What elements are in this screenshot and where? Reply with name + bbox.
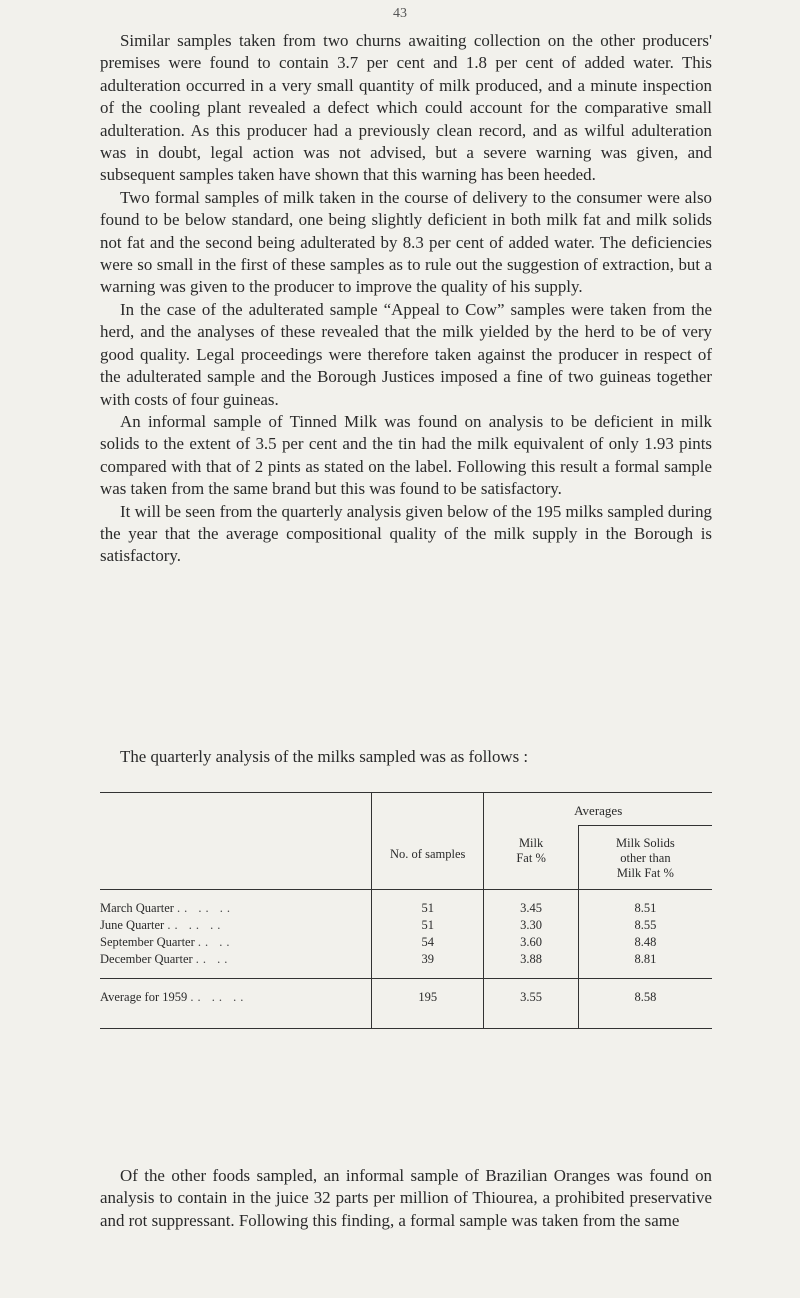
total-solids: 8.58 bbox=[578, 979, 712, 1029]
row-solids: 8.51 bbox=[578, 890, 712, 918]
paragraph: In the case of the adulterated sample “Appeal to Cow” samples were taken from the herd, and the analyses of these revealed that the milk yielded by the herd to be of very good quality. Legal proceedings were therefore taken against the producer in respect of the adulterated sample and the Borough Justices imposed a fine of two guineas together with costs of four guineas. bbox=[100, 299, 712, 409]
total-label: Average for 1959 bbox=[100, 990, 188, 1004]
table-total-row bbox=[100, 979, 712, 1029]
total-fat: 3.55 bbox=[484, 979, 578, 1029]
row-solids: 8.55 bbox=[578, 917, 712, 934]
paragraph: Similar samples taken from two churns awaiting collection on the other producers' premises were found to contain 3.7 per cent and 1.8 per cent of added water. This adulteration occurred in a very small quantity of milk produced, and a minute inspection of the cooling plant revealed a defect which could account for the comparative small adulteration. As this producer had a previously clean record, and as wilful adulteration was in doubt, legal action was not advised, but a severe warning was given, and subsequent samples taken have shown that this warning has been heeded. bbox=[100, 31, 712, 185]
row-label: September Quarter bbox=[100, 935, 195, 949]
row-samples: 51 bbox=[371, 917, 483, 934]
row-fat: 3.88 bbox=[484, 951, 578, 979]
table-row bbox=[100, 951, 712, 979]
row-fat: 3.30 bbox=[484, 917, 578, 934]
row-samples: 39 bbox=[371, 951, 483, 979]
milk-analysis-table bbox=[100, 792, 712, 1029]
table-corner bbox=[100, 793, 371, 890]
leader-dots: .. .. bbox=[195, 952, 232, 966]
row-fat: 3.45 bbox=[484, 890, 578, 918]
row-samples: 54 bbox=[371, 934, 483, 951]
leader-dots: .. .. bbox=[197, 935, 234, 949]
solids-header-line: Milk Solids bbox=[616, 836, 675, 850]
row-solids: 8.81 bbox=[578, 951, 712, 979]
table-row bbox=[100, 917, 712, 934]
table-row bbox=[100, 934, 712, 951]
samples-header bbox=[371, 793, 483, 890]
row-label: March Quarter bbox=[100, 901, 174, 915]
body-text bbox=[100, 30, 712, 568]
samples-header-text: No. of samples bbox=[390, 847, 466, 861]
leader-dots: .. .. .. bbox=[177, 901, 235, 915]
closing-text bbox=[100, 1165, 712, 1232]
fat-header bbox=[484, 826, 578, 890]
paragraph: An informal sample of Tinned Milk was found on analysis to be deficient in milk solids to the extent of 3.5 per cent and the tin had the milk equivalent of only 1.93 pints compared with that of 2 pints as stated on the label. Following this result a formal sample was taken from the same brand but this was found to be satisfactory. bbox=[100, 411, 712, 499]
leader-dots: .. .. .. bbox=[167, 918, 225, 932]
row-fat: 3.60 bbox=[484, 934, 578, 951]
paragraph: It will be seen from the quarterly analysis given below of the 195 milks sampled during the year that the average compositional quality of the milk supply in the Borough is satisfactory. bbox=[100, 501, 712, 566]
paragraph: Of the other foods sampled, an informal sample of Brazilian Oranges was found on analysis to contain in the juice 32 parts per million of Thiourea, a prohibited preservative and rot suppressant. Following this finding, a formal sample was taken from the same bbox=[100, 1166, 712, 1230]
solids-header bbox=[578, 826, 712, 890]
averages-header: Averages bbox=[484, 793, 712, 826]
row-label: June Quarter bbox=[100, 918, 165, 932]
total-samples: 195 bbox=[371, 979, 483, 1029]
paragraph: Two formal samples of milk taken in the course of delivery to the consumer were also found to be below standard, one being slightly deficient in both milk fat and milk solids not fat and the second being adulterated by 8.3 per cent of added water. The deficiencies were so small in the first of these samples as to rule out the suggestion of extraction, but a warning was given to the producer to improve the quality of his supply. bbox=[100, 187, 712, 297]
solids-header-line: Milk Fat % bbox=[616, 866, 674, 880]
row-label: December Quarter bbox=[100, 952, 193, 966]
table-intro: The quarterly analysis of the milks sampled was as follows : bbox=[120, 747, 529, 766]
fat-header-line: Milk bbox=[518, 835, 544, 850]
leader-dots: .. .. .. bbox=[190, 990, 248, 1004]
solids-header-line: other than bbox=[620, 851, 671, 865]
fat-header-line: Fat % bbox=[516, 850, 546, 865]
row-solids: 8.48 bbox=[578, 934, 712, 951]
page-number: 43 bbox=[393, 6, 407, 21]
row-samples: 51 bbox=[371, 890, 483, 918]
table-row bbox=[100, 890, 712, 918]
